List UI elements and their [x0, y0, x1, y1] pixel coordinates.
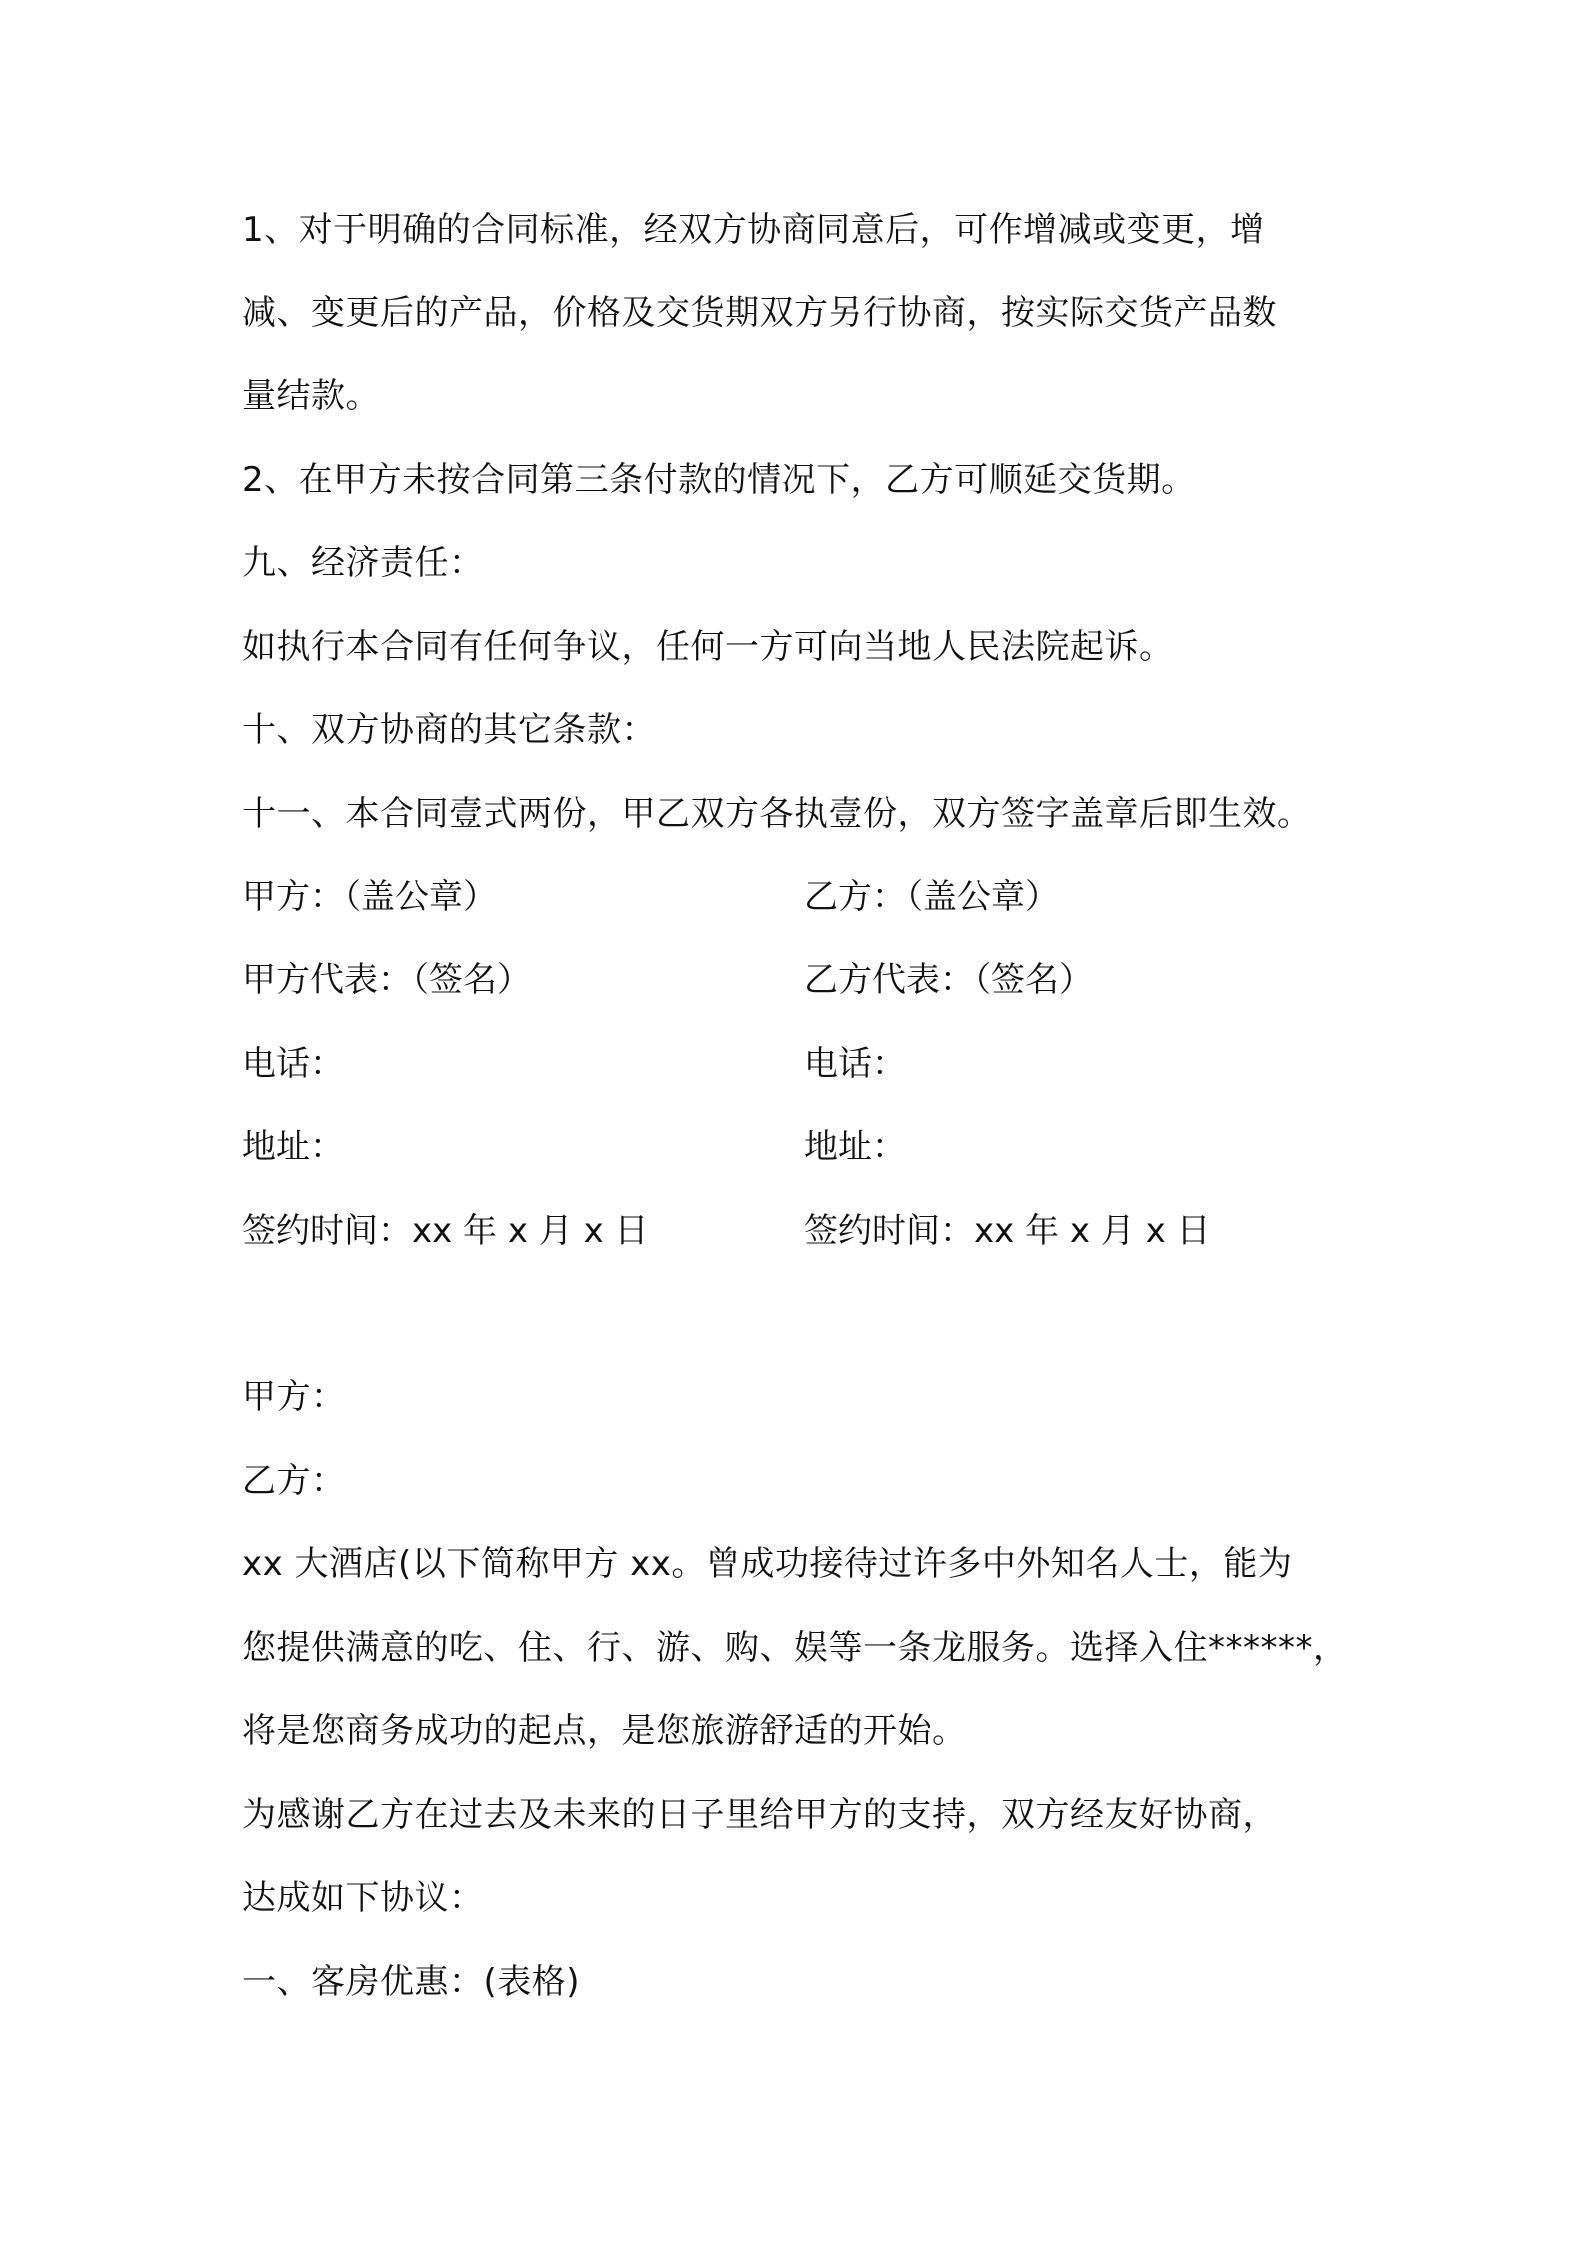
party-a-seal: 甲方：（盖公章） — [242, 877, 497, 917]
clause-line: 十一、本合同壹式两份，甲乙双方各执壹份，双方签字盖章后即生效。 — [242, 794, 1312, 834]
party-b-representative: 乙方代表：（签名） — [804, 960, 1093, 1000]
party-b-phone: 电话： — [804, 1044, 906, 1084]
clause-line: 1、对于明确的合同标准，经双方协商同意后，可作增减或变更，增 — [242, 210, 1265, 250]
signature-row-phone — [242, 1042, 1362, 1086]
intro-line: xx 大酒店(以下简称甲方 xx。曾成功接待过许多中外知名人士，能为 — [242, 1544, 1293, 1584]
intro-line: 您提供满意的吃、住、行、游、购、娱等一条龙服务。选择入住******， — [242, 1628, 1348, 1668]
party-a-representative: 甲方代表：（签名） — [242, 960, 531, 1000]
clause-line: 2、在甲方未按合同第三条付款的情况下，乙方可顺延交货期。 — [242, 460, 1196, 500]
clause-line: 量结款。 — [242, 376, 380, 416]
clause-line: 如执行本合同有任何争议，任何一方可向当地人民法院起诉。 — [242, 627, 1174, 667]
intro-line: 将是您商务成功的起点，是您旅游舒适的开始。 — [242, 1711, 967, 1751]
signature-row-date — [242, 1209, 1362, 1253]
section-heading-economic-liability: 九、经济责任： — [242, 543, 484, 583]
signature-row-representative — [242, 958, 1362, 1002]
agreement-party-a: 甲方： — [242, 1377, 346, 1417]
signature-row-address — [242, 1125, 1362, 1169]
agreement-party-b: 乙方： — [242, 1461, 346, 1501]
thanks-line: 为感谢乙方在过去及未来的日子里给甲方的支持，双方经友好协商， — [242, 1795, 1277, 1835]
party-b-sign-date: 签约时间：xx 年 x 月 x 日 — [804, 1211, 1211, 1251]
signature-row-seal — [242, 875, 1362, 919]
section-heading-room-discount: 一、客房优惠：(表格) — [242, 1962, 581, 2002]
thanks-line: 达成如下协议： — [242, 1878, 484, 1918]
party-a-address: 地址： — [242, 1127, 344, 1167]
party-a-sign-date: 签约时间：xx 年 x 月 x 日 — [242, 1211, 649, 1251]
party-a-phone: 电话： — [242, 1044, 344, 1084]
clause-line: 减、变更后的产品，价格及交货期双方另行协商，按实际交货产品数 — [242, 293, 1277, 333]
party-b-seal: 乙方：（盖公章） — [804, 877, 1059, 917]
section-heading-other-terms: 十、双方协商的其它条款： — [242, 710, 656, 750]
party-b-address: 地址： — [804, 1127, 906, 1167]
